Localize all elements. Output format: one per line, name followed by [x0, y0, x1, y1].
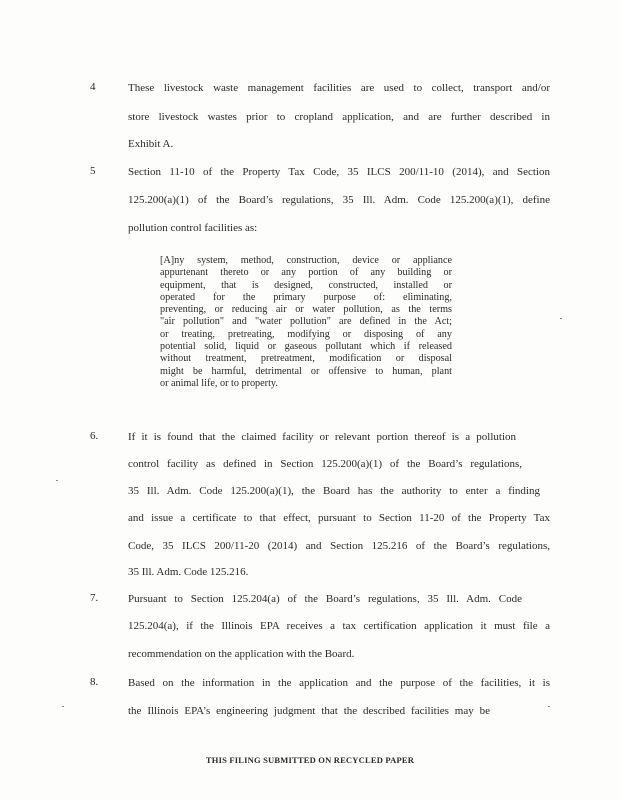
quote-line: might be harmful, detrimental or offensive to human, plant — [160, 365, 452, 377]
paragraph-line: the Illinois EPA’s engineering judgment that the described facilities may be — [128, 705, 490, 717]
scan-speck — [62, 706, 64, 707]
recycled-paper-footer: THIS FILING SUBMITTED ON RECYCLED PAPER — [205, 755, 415, 765]
paragraph-number: 6. — [90, 430, 99, 442]
paragraph-line: 35 Ill. Adm. Code 125.200(a)(1), the Board has the authority to enter a finding — [128, 485, 540, 497]
quote-line: potential solid, liquid or gaseous pollutant which if released — [160, 341, 452, 353]
paragraph-line: Exhibit A. — [128, 138, 174, 150]
quote-line: preventing, or reducing air or water pollution, as the terms — [160, 304, 452, 316]
quote-line: appurtenant thereto or any portion of any building or — [160, 267, 452, 279]
paragraph-line: 125.200(a)(1) of the Board’s regulations, 35 Ill. Adm. Code 125.200(a)(1), define — [128, 194, 550, 206]
paragraph-number: 7. — [90, 592, 99, 604]
paragraph-line: These livestock waste management facilities are used to collect, transport and/or — [128, 82, 550, 94]
quote-line: equipment, that is designed, constructed, installed or — [160, 279, 452, 291]
block-quote — [160, 255, 452, 390]
paragraph-line: 35 Ill. Adm. Code 125.216. — [128, 566, 249, 578]
paragraph-line: and issue a certificate to that effect, pursuant to Section 11-20 of the Property Tax — [128, 512, 550, 524]
scan-speck — [560, 318, 562, 319]
paragraph-line: Based on the information in the application and the purpose of the facilities, it is — [128, 677, 550, 689]
quote-line: or treating, pretreating, modifying or disposing of any — [160, 328, 452, 340]
paragraph-line: pollution control facilities as: — [128, 222, 258, 234]
scan-speck — [548, 706, 550, 707]
quote-line: or animal life, or to property. — [160, 377, 278, 389]
paragraph-line: If it is found that the claimed facility or relevant portion thereof is a pollution — [128, 431, 516, 443]
paragraph-line: control facility as defined in Section 125.200(a)(1) of the Board’s regulations, — [128, 458, 522, 470]
paragraph-line: Pursuant to Section 125.204(a) of the Board’s regulations, 35 Ill. Adm. Code — [128, 593, 522, 605]
quote-line: operated for the primary purpose of: eliminating, — [160, 291, 452, 303]
paragraph-line: Section 11-10 of the Property Tax Code, 35 ILCS 200/11-10 (2014), and Section — [128, 166, 550, 178]
quote-line: "air pollution" and "water pollution" are defined in the Act; — [160, 316, 452, 328]
paragraph-line: store livestock wastes prior to cropland application, and are further described in — [128, 111, 550, 123]
paragraph-number: 5 — [90, 165, 96, 177]
quote-line: [A]ny system, method, construction, device or appliance — [160, 255, 452, 266]
scan-speck — [56, 480, 58, 481]
paragraph-line: 125.204(a), if the Illinois EPA receives a tax certification application it must file a — [128, 620, 550, 632]
paragraph-number: 4 — [90, 81, 96, 93]
paragraph-line: recommendation on the application with the Board. — [128, 648, 355, 660]
paragraph-line: Code, 35 ILCS 200/11-20 (2014) and Section 125.216 of the Board’s regulations, — [128, 540, 550, 552]
quote-line: without treatment, pretreatment, modification or disposal — [160, 353, 452, 365]
paragraph-number: 8. — [90, 676, 99, 688]
